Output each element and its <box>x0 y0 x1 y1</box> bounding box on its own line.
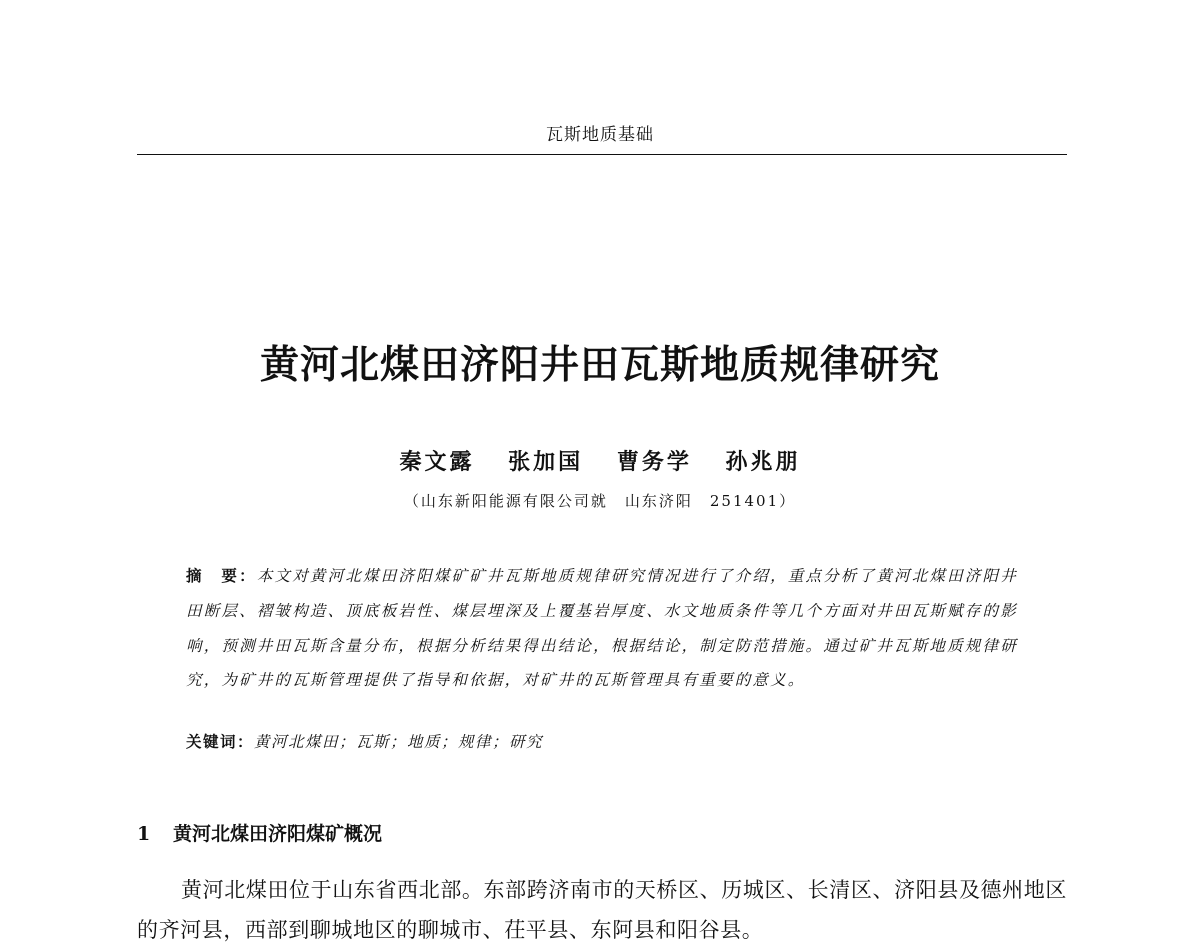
abstract-label: 摘 要： <box>186 567 257 585</box>
section-title: 黄河北煤田济阳煤矿概况 <box>173 823 383 845</box>
header-rule <box>137 154 1067 155</box>
author-name: 曹务学 <box>616 449 692 475</box>
keywords-label: 关键词： <box>186 733 255 751</box>
section-heading <box>137 819 382 846</box>
author-name: 孙兆朋 <box>725 449 801 475</box>
body-paragraph: 黄河北煤田位于山东省西北部。东部跨济南市的天桥区、历城区、长清区、济阳县及德州地区的齐河县，西部到聊城地区的聊城市、茌平县、东阿县和阳谷县。 <box>137 878 1067 942</box>
abstract-text: 本文对黄河北煤田济阳煤矿矿井瓦斯地质规律研究情况进行了介绍，重点分析了黄河北煤田济阳井田断层、褶皱构造、顶底板岩性、煤层埋深及上覆基岩厚度、水文地质条件等几个方面对井田瓦斯赋存的影响，预测井田瓦斯含量分布，根据分析结果得出结论，根据结论，制定防范措施。通过矿井瓦斯地质规律研究，为矿井的瓦斯管理提供了指导和依据，对矿井的瓦斯管理具有重要的意义。 <box>186 567 1018 690</box>
abstract <box>186 559 1022 698</box>
author-name: 秦文露 <box>399 449 475 475</box>
keywords <box>186 727 1022 757</box>
author-name: 张加国 <box>508 449 584 475</box>
paper-title: 黄河北煤田济阳井田瓦斯地质规律研究 <box>259 343 940 388</box>
keywords-text: 黄河北煤田；瓦斯；地质；规律；研究 <box>254 733 544 751</box>
author-list <box>0 445 1200 476</box>
section-number: 1 <box>137 823 151 845</box>
running-head: 瓦斯地质基础 <box>546 125 654 145</box>
author-affiliation: （山东新阳能源有限公司就 山东济阳 251401） <box>403 492 797 510</box>
